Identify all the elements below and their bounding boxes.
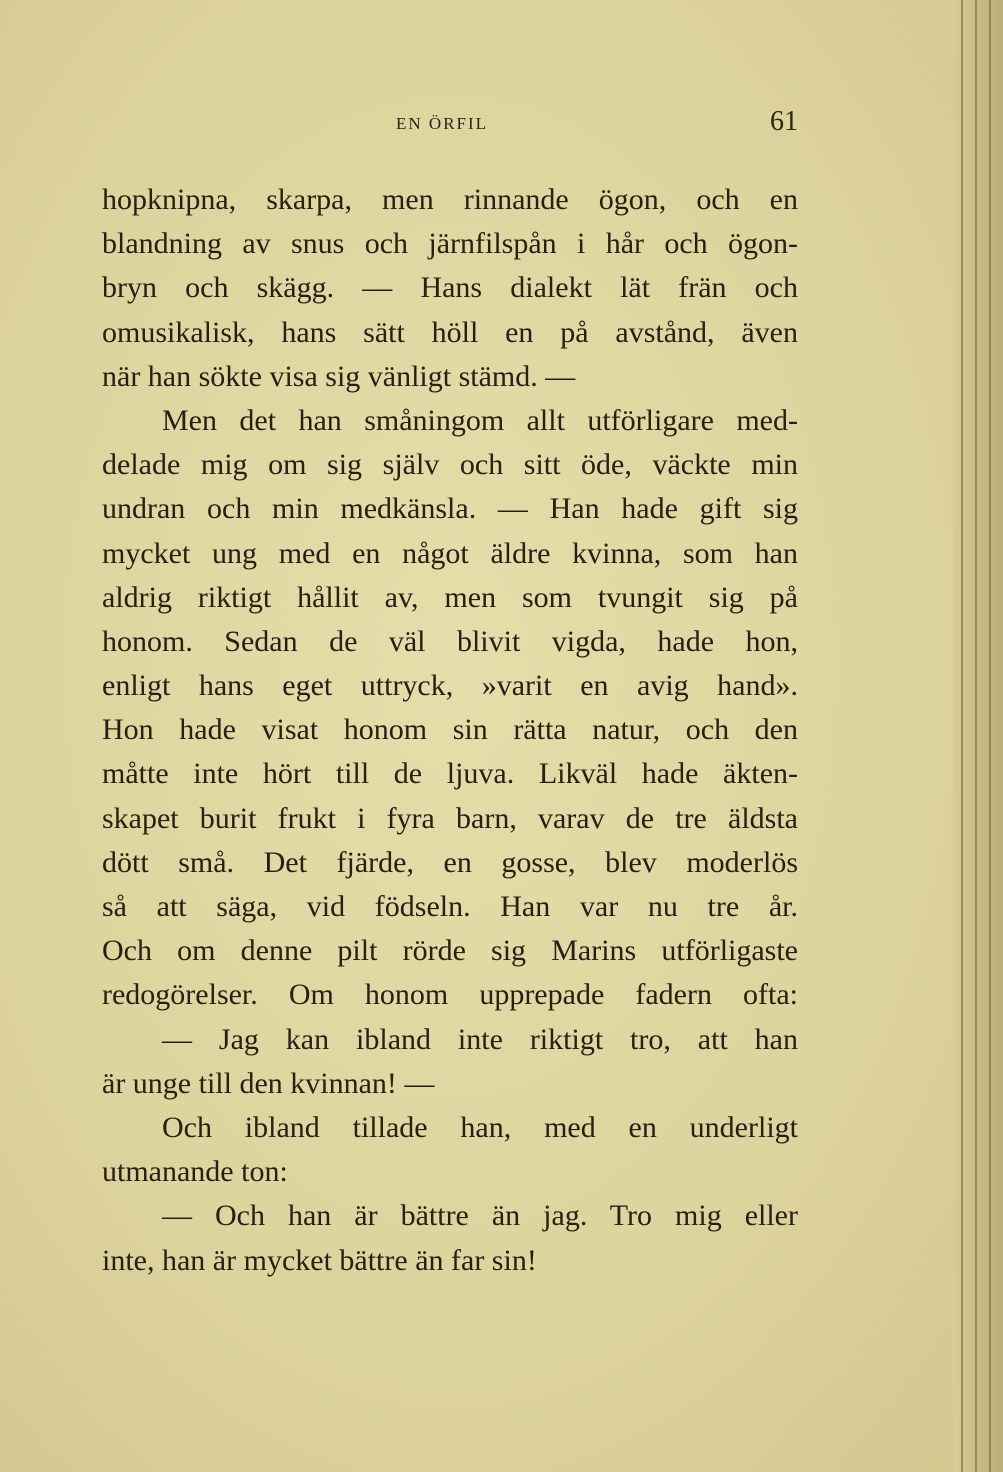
text-line: — Jag kan ibland inte riktigt tro, att han [162,1022,798,1056]
body-text [102,178,798,1283]
text-line: inte, han är mycket bättre än far sin! [102,1243,537,1277]
page-edge-line [975,0,977,1472]
text-line: Och om denne pilt rörde sig Marins utförligaste [102,934,798,968]
running-title: EN ÖRFIL [396,114,489,133]
text-line: skapet burit frukt i fyra barn, varav de tre äldsta [102,801,798,835]
text-line: aldrig riktigt hållit av, men som tvungit sig på [102,580,798,614]
page-edge-line [989,0,991,1472]
text-line: Men det han småningom allt utförligare med- [162,403,798,437]
text-line: blandning av snus och järnfilspån i hår och ögon- [102,227,798,261]
text-line: enligt hans eget uttryck, »varit en avig hand». [102,669,798,703]
text-line: hopknipna, skarpa, men rinnande ögon, och en [102,183,798,216]
text-line: bryn och skägg. — Hans dialekt lät frän och [102,271,798,305]
page-edge [953,0,1003,1472]
text-line: är unge till den kvinnan! — [102,1066,435,1100]
text-line: honom. Sedan de väl blivit vigda, hade hon, [102,624,798,658]
text-line: måtte inte hört till de ljuva. Likväl hade äkten- [102,757,798,791]
text-line: delade mig om sig själv och sitt öde, väckte min [102,448,798,482]
text-line: undran och min medkänsla. — Han hade gift sig [102,492,798,526]
text-line: redogörelser. Om honom upprepade fadern ofta: [102,978,798,1012]
text-line: dött små. Det fjärde, en gosse, blev moderlös [102,845,798,879]
text-line: när han sökte visa sig vänligt stämd. — [102,359,576,393]
page-header [100,106,798,142]
text-line: — Och han är bättre än jag. Tro mig eller [162,1199,798,1233]
page-number: 61 [770,106,798,137]
text-line: mycket ung med en något äldre kvinna, som han [102,536,798,570]
page-edge-line [961,0,963,1472]
text-line: omusikalisk, hans sätt höll en på avstånd, även [102,315,798,349]
text-line: så att säga, vid födseln. Han var nu tre år. [102,890,798,923]
text-line: Och ibland tillade han, med en underligt [162,1110,798,1144]
text-line: utmanande ton: [102,1155,288,1189]
text-line: Hon hade visat honom sin rätta natur, och den [102,713,798,747]
